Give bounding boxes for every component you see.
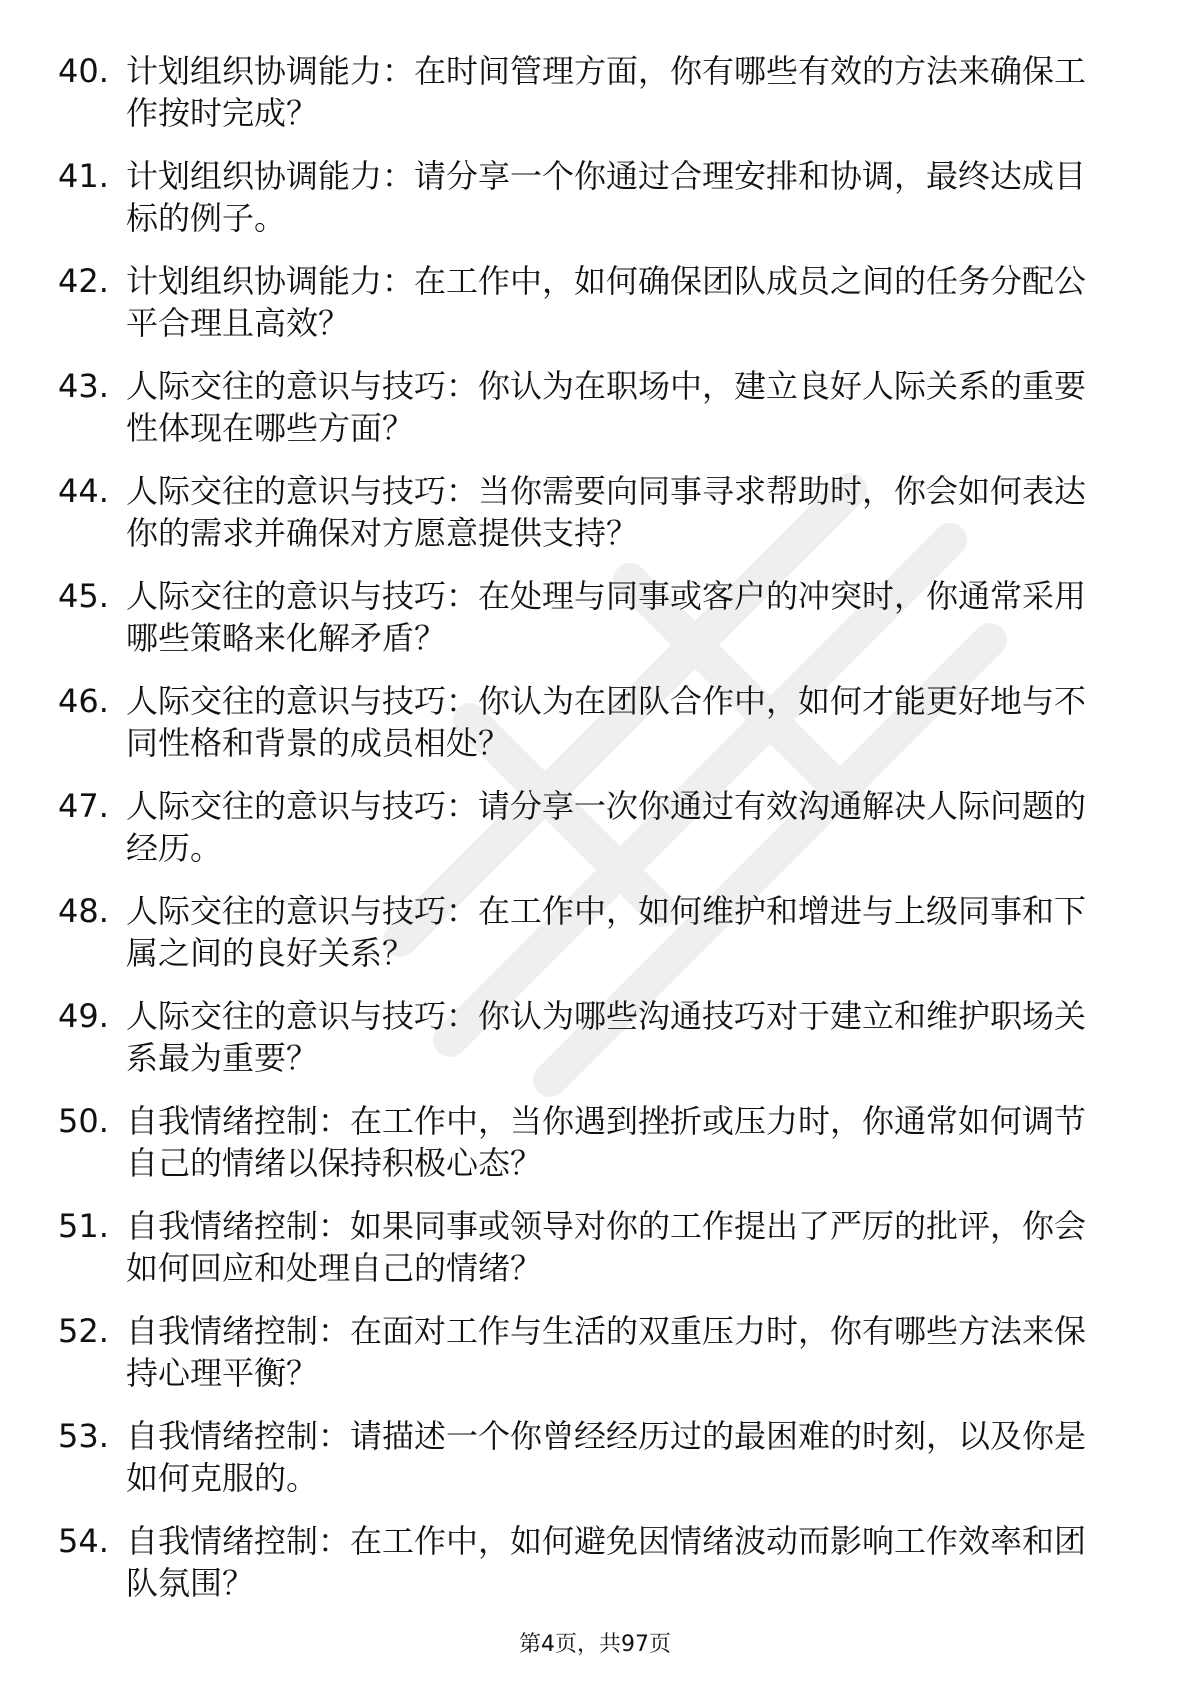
question-item <box>0 155 1190 239</box>
question-text: 人际交往的意识与技巧：请分享一次你通过有效沟通解决人际问题的经历。 <box>126 787 1087 867</box>
question-text: 计划组织协调能力：在工作中，如何确保团队成员之间的任务分配公平合理且高效？ <box>126 262 1087 342</box>
question-item <box>0 1205 1190 1289</box>
question-number: 48. <box>58 892 109 930</box>
question-text: 自我情绪控制：在工作中，当你遇到挫折或压力时，你通常如何调节自己的情绪以保持积极心态？ <box>126 1102 1087 1182</box>
question-text: 人际交往的意识与技巧：当你需要向同事寻求帮助时，你会如何表达你的需求并确保对方愿意提供支持？ <box>126 472 1087 552</box>
question-text: 自我情绪控制：请描述一个你曾经经历过的最困难的时刻，以及你是如何克服的。 <box>126 1417 1087 1497</box>
question-number: 47. <box>58 787 109 825</box>
question-number: 52. <box>58 1312 109 1350</box>
question-text: 人际交往的意识与技巧：在处理与同事或客户的冲突时，你通常采用哪些策略来化解矛盾？ <box>126 577 1087 657</box>
question-item <box>0 1415 1190 1499</box>
question-item <box>0 1100 1190 1184</box>
question-number: 53. <box>58 1417 109 1455</box>
question-item <box>0 1520 1190 1604</box>
question-number: 46. <box>58 682 109 720</box>
question-item <box>0 1310 1190 1394</box>
question-item <box>0 785 1190 869</box>
question-number: 45. <box>58 577 109 615</box>
question-item <box>0 575 1190 659</box>
question-text: 人际交往的意识与技巧：在工作中，如何维护和增进与上级同事和下属之间的良好关系？ <box>126 892 1087 972</box>
question-number: 54. <box>58 1522 109 1560</box>
question-text: 计划组织协调能力：在时间管理方面，你有哪些有效的方法来确保工作按时完成？ <box>126 52 1087 132</box>
question-text: 自我情绪控制：如果同事或领导对你的工作提出了严厉的批评，你会如何回应和处理自己的情绪？ <box>126 1207 1087 1287</box>
question-number: 44. <box>58 472 109 510</box>
question-item <box>0 680 1190 764</box>
question-text: 人际交往的意识与技巧：你认为哪些沟通技巧对于建立和维护职场关系最为重要？ <box>126 997 1087 1077</box>
question-item <box>0 995 1190 1079</box>
question-text: 人际交往的意识与技巧：你认为在职场中，建立良好人际关系的重要性体现在哪些方面？ <box>126 367 1087 447</box>
question-text: 人际交往的意识与技巧：你认为在团队合作中，如何才能更好地与不同性格和背景的成员相处？ <box>126 682 1087 762</box>
question-item <box>0 365 1190 449</box>
question-item <box>0 890 1190 974</box>
question-item <box>0 470 1190 554</box>
question-list <box>0 50 1190 1625</box>
question-number: 51. <box>58 1207 109 1245</box>
question-number: 42. <box>58 262 109 300</box>
question-number: 49. <box>58 997 109 1035</box>
question-text: 自我情绪控制：在面对工作与生活的双重压力时，你有哪些方法来保持心理平衡？ <box>126 1312 1087 1392</box>
question-number: 50. <box>58 1102 109 1140</box>
question-number: 40. <box>58 52 109 90</box>
question-number: 43. <box>58 367 109 405</box>
question-text: 自我情绪控制：在工作中，如何避免因情绪波动而影响工作效率和团队氛围？ <box>126 1522 1087 1602</box>
question-text: 计划组织协调能力：请分享一个你通过合理安排和协调，最终达成目标的例子。 <box>126 157 1087 237</box>
page-footer <box>0 1631 1190 1659</box>
question-item <box>0 50 1190 134</box>
question-item <box>0 260 1190 344</box>
page-number-label: 第4页，共97页 <box>519 1632 671 1657</box>
question-number: 41. <box>58 157 109 195</box>
